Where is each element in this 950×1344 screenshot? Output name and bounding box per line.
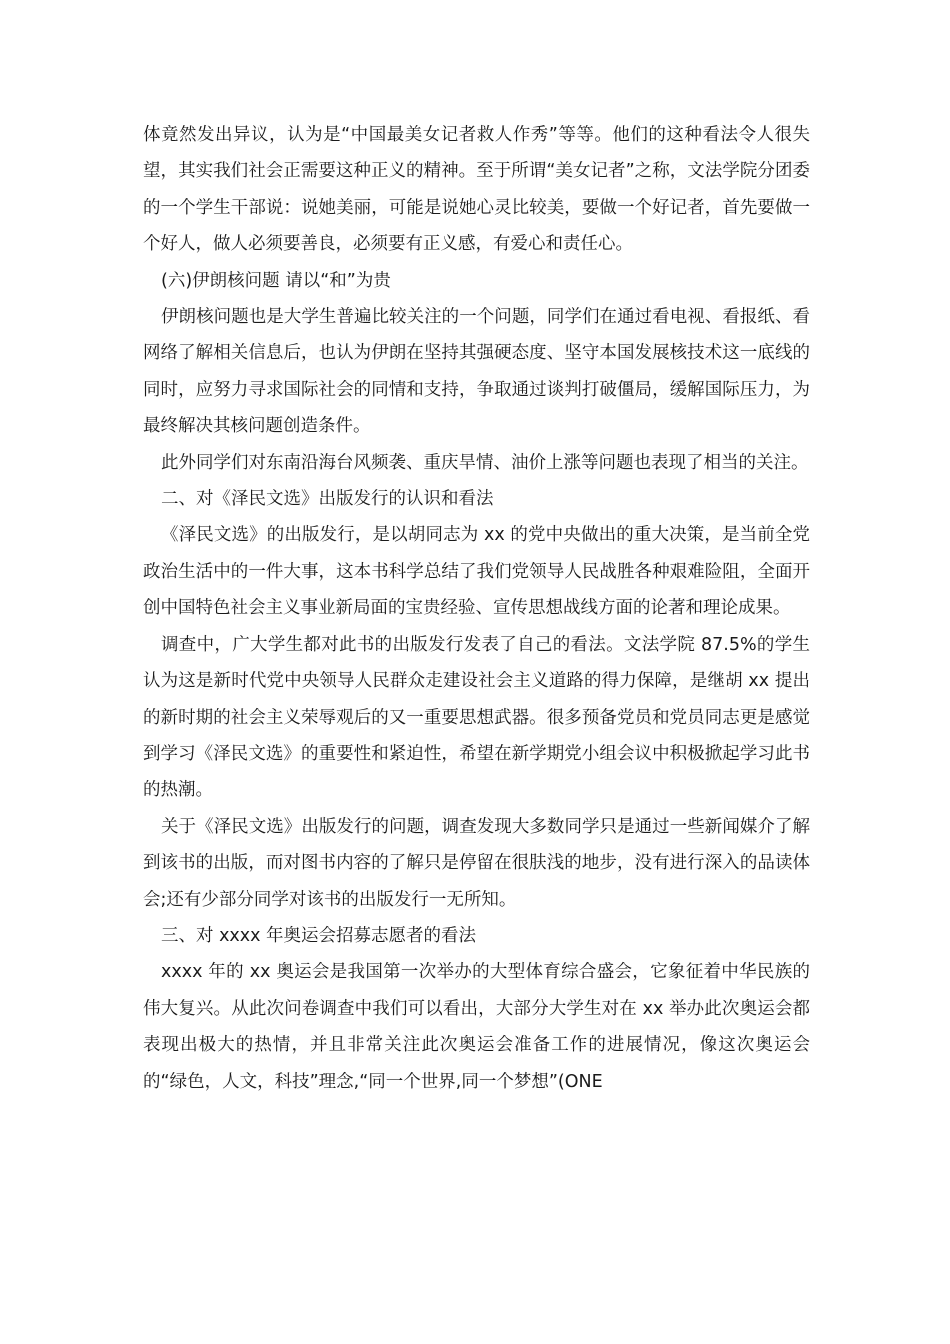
body-paragraph: 体竟然发出异议，认为是“中国最美女记者救人作秀”等等。他们的这种看法令人很失望，其实我们社会正需要这种正义的精神。至于所谓“美女记者”之称，文法学院分团委的一个学生干部说：说她美丽，可能是说她心灵比较美，要做一个好记者，首先要做一个好人，做人必须要善良，必须要有正义感，有爱心和责任心。 [143,125,810,255]
body-paragraph: xxxx 年的 xx 奥运会是我国第一次举办的大型体育综合盛会，它象征着中华民族的伟大复兴。从此次问卷调查中我们可以看出，大部分大学生对在 xx 举办此次奥运会都表现出极大的热情，并且非常关注此次奥运会准备工作的进展情况，像这次奥运会的“绿色，人文，科技”理念,“同一个世界,同一个梦想”(ONE [143,962,810,1092]
body-paragraph: 此外同学们对东南沿海台风频袭、重庆旱情、油价上涨等问题也表现了相当的关注。 [161,452,809,473]
section-heading-iran: (六)伊朗核问题 请以“和”为贵 [161,270,391,291]
section-heading-2: 二、对《泽民文选》出版发行的认识和看法 [161,489,494,510]
body-paragraph: 《泽民文选》的出版发行，是以胡同志为 xx 的党中央做出的重大决策，是当前全党政治生活中的一件大事，这本书科学总结了我们党领导人民战胜各种艰难险阻，全面开创中国特色社会主义事业新局面的宝贵经验、宣传思想战线方面的论著和理论成果。 [143,525,810,619]
section-heading-3: 三、对 xxxx 年奥运会招募志愿者的看法 [161,925,477,946]
body-paragraph: 伊朗核问题也是大学生普遍比较关注的一个问题，同学们在通过看电视、看报纸、看网络了解相关信息后，也认为伊朗在坚持其强硬态度、坚守本国发展核技术这一底线的同时，应努力寻求国际社会的同情和支持，争取通过谈判打破僵局，缓解国际压力，为最终解决其核问题创造条件。 [143,307,810,437]
body-paragraph: 调查中，广大学生都对此书的出版发行发表了自己的看法。文法学院 87.5%的学生认为这是新时代党中央领导人民群众走建设社会主义道路的得力保障，是继胡 xx 提出的新时期的社会主义荣辱观后的又一重要思想武器。很多预备党员和党员同志更是感觉到学习《泽民文选》的重要性和紧迫性，希望在新学期党小组会议中积极掀起学习此书的热潮。 [143,634,810,801]
document-page [143,117,810,1100]
body-paragraph: 关于《泽民文选》出版发行的问题，调查发现大多数同学只是通过一些新闻媒介了解到该书的出版，而对图书内容的了解只是停留在很肤浅的地步，没有进行深入的品读体会;还有少部分同学对该书的出版发行一无所知。 [143,816,810,910]
